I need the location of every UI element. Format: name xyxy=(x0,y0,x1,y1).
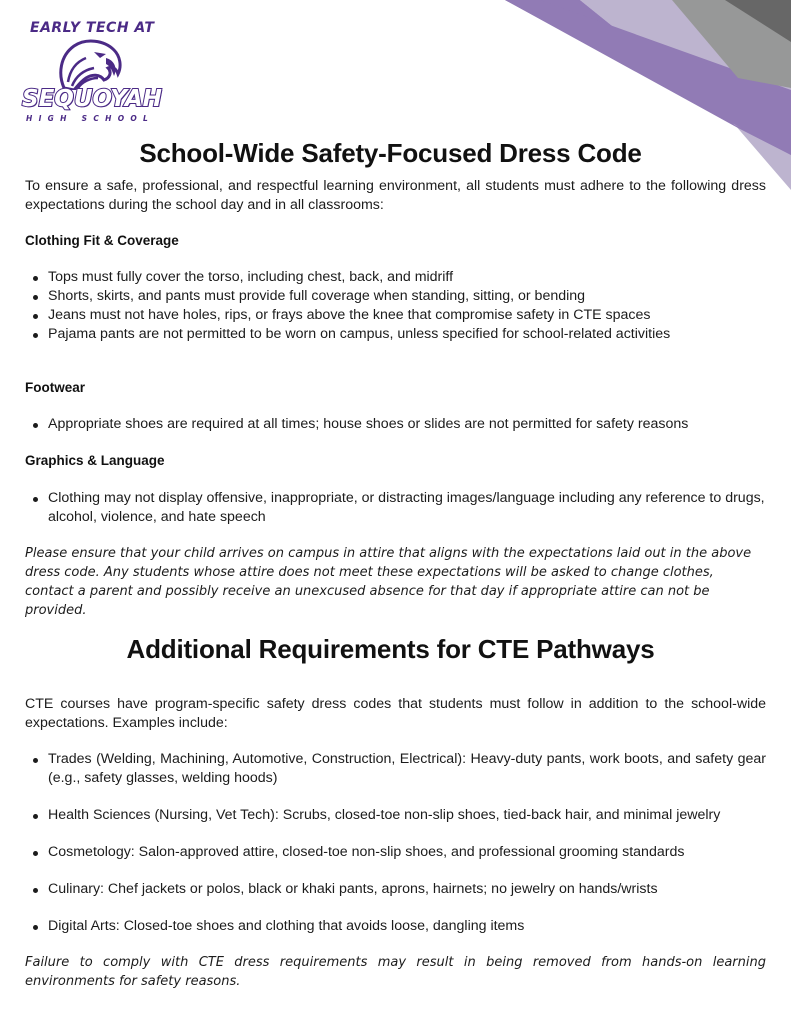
list-item: Appropriate shoes are required at all times; house shoes or slides are not permitted for safety reasons xyxy=(25,415,766,434)
list-item: Culinary: Chef jackets or polos, black or khaki pants, aprons, hairnets; no jewelry on hands/wrists xyxy=(25,880,766,899)
school-logo xyxy=(20,16,162,126)
section1-title: School-Wide Safety-Focused Dress Code xyxy=(139,138,642,168)
graphics-language-list xyxy=(25,489,766,527)
list-item: Digital Arts: Closed-toe shoes and clothing that avoids loose, dangling items xyxy=(25,917,766,936)
list-item: Jeans must not have holes, rips, or frays above the knee that compromise safety in CTE spaces xyxy=(25,306,766,325)
list-item: Health Sciences (Nursing, Vet Tech): Scrubs, closed-toe non-slip shoes, tied-back hair, and minimal jewelry xyxy=(25,806,766,825)
graphics-language-heading: Graphics & Language xyxy=(25,453,165,468)
list-item: Tops must fully cover the torso, including chest, back, and midriff xyxy=(25,268,766,287)
section1-intro: To ensure a safe, professional, and respectful learning environment, all students must adhere to the following dress expectations during the school day and in all classrooms: xyxy=(25,178,766,213)
section1-note: Please ensure that your child arrives on campus in attire that aligns with the expectations laid out in the above dress code. Any students whose attire does not meet these expectations will be asked to change clothes, contact a parent and possibly receive an unexcused absence for that day if appropriate attire can not be provided. xyxy=(25,546,752,618)
cte-pathways-list xyxy=(25,750,766,936)
list-item: Clothing may not display offensive, inappropriate, or distracting images/language including any reference to drugs, alcohol, violence, and hate speech xyxy=(25,489,766,527)
logo-top-text: EARLY TECH AT xyxy=(30,20,155,36)
footwear-list xyxy=(25,415,766,434)
section2-intro: CTE courses have program-specific safety dress codes that students must follow in addition to the school-wide expectations. Examples include: xyxy=(25,696,766,731)
clothing-fit-heading: Clothing Fit & Coverage xyxy=(25,233,179,248)
section2-title: Additional Requirements for CTE Pathways xyxy=(126,634,655,664)
logo-main-text: SEQUOYAH xyxy=(22,86,162,112)
eagle-head-icon xyxy=(54,38,124,90)
list-item: Pajama pants are not permitted to be worn on campus, unless specified for school-related activities xyxy=(25,325,766,344)
clothing-fit-list xyxy=(25,268,766,344)
logo-sub-text: HIGH SCHOOL xyxy=(26,114,155,123)
section2-note: Failure to comply with CTE dress requirements may result in being removed from hands-on learning environments for safety reasons. xyxy=(25,955,766,989)
list-item: Trades (Welding, Machining, Automotive, Construction, Electrical): Heavy-duty pants, work boots, and safety gear (e.g., safety glasses, welding hoods) xyxy=(25,750,766,788)
list-item: Shorts, skirts, and pants must provide full coverage when standing, sitting, or bending xyxy=(25,287,766,306)
footwear-heading: Footwear xyxy=(25,380,86,395)
list-item: Cosmetology: Salon-approved attire, closed-toe non-slip shoes, and professional grooming standards xyxy=(25,843,766,862)
